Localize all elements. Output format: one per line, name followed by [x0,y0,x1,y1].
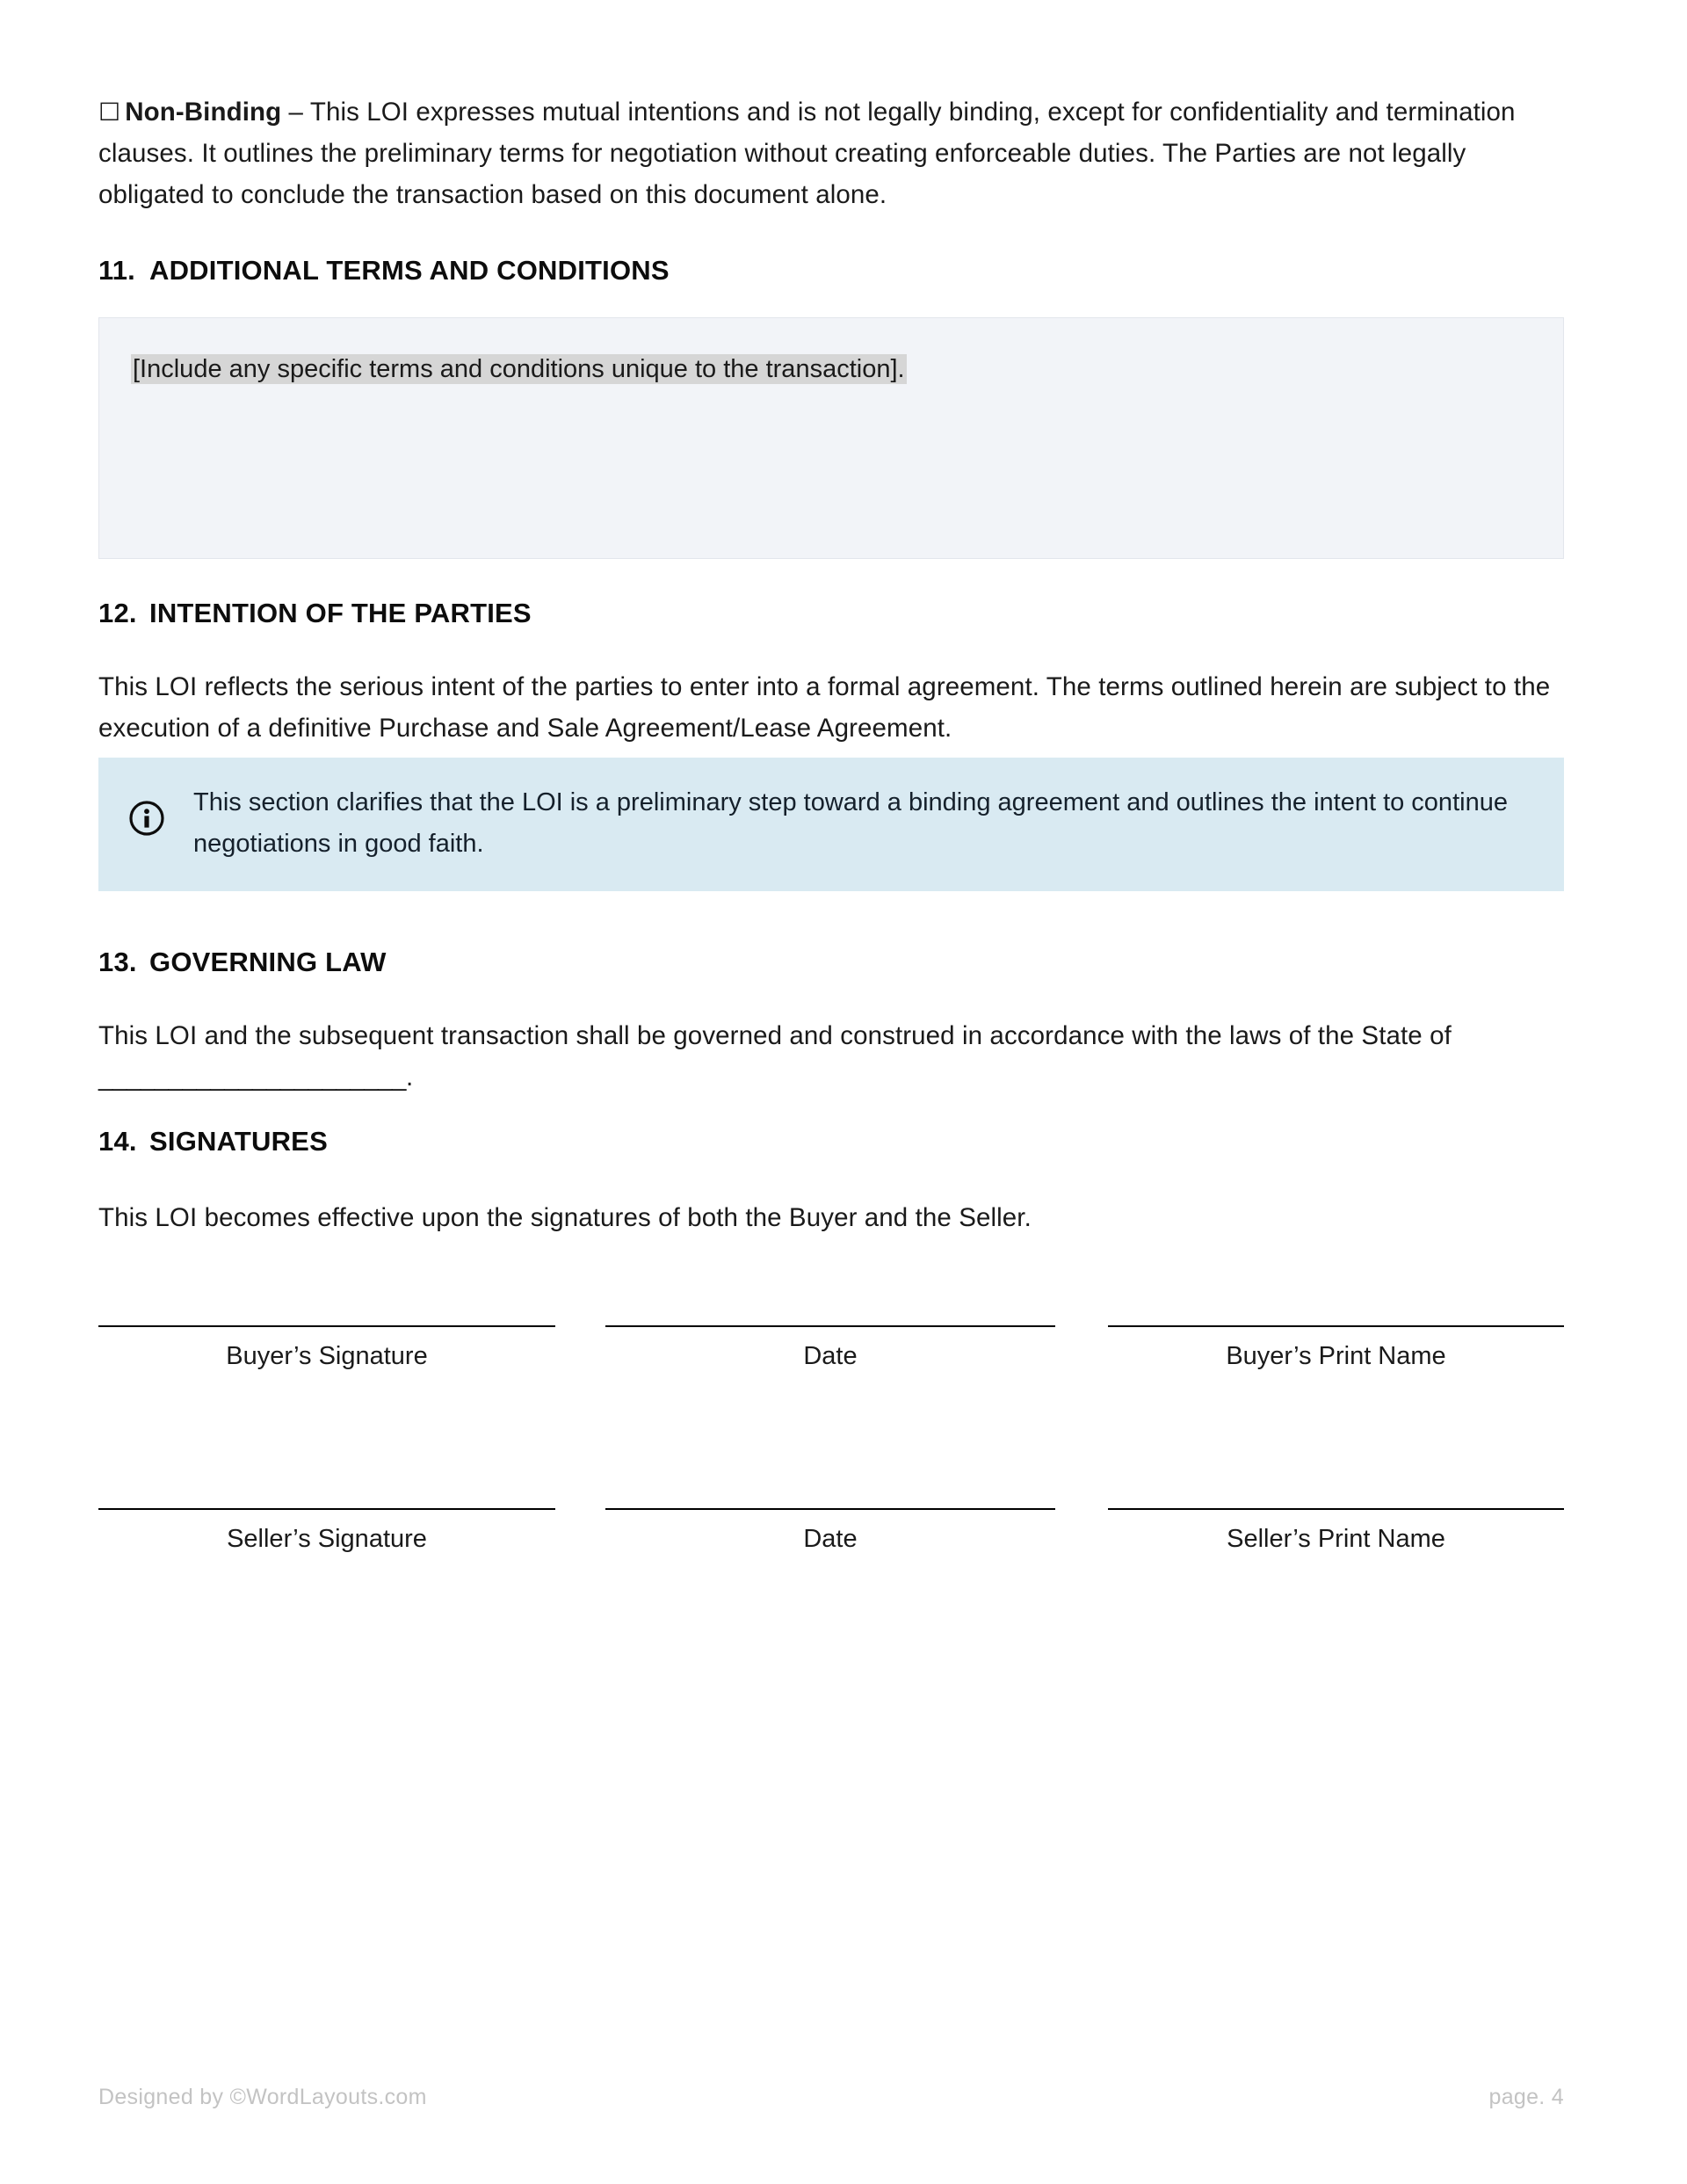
seller-signature-field[interactable] [98,1508,555,1556]
seller-date-label: Date [803,1525,858,1553]
signature-row-seller [98,1508,1564,1556]
section-14-number: 14. [98,1126,137,1157]
buyer-print-name-line[interactable] [1108,1325,1564,1327]
footer-page-number: page. 4 [1488,2085,1564,2109]
signature-row-spacer [555,1325,605,1374]
additional-terms-input-box[interactable] [98,317,1564,559]
section-12-title: INTENTION OF THE PARTIES [149,598,532,628]
section-13-title: GOVERNING LAW [149,947,387,977]
additional-terms-placeholder[interactable]: [Include any specific terms and conditions unique to the transaction]. [133,355,905,383]
seller-print-name-label: Seller’s Print Name [1227,1525,1445,1553]
buyer-print-name-label: Buyer’s Print Name [1226,1342,1446,1370]
buyer-date-line[interactable] [605,1325,1055,1327]
non-binding-dash: – [281,98,310,127]
seller-date-line[interactable] [605,1508,1055,1510]
seller-signature-line[interactable] [98,1508,555,1510]
heading-section-14 [98,1126,328,1157]
info-circle-icon [127,800,167,837]
checkbox-icon[interactable]: ☐ [98,98,121,126]
governing-law-text: This LOI and the subsequent transaction shall be governed and construed in accordance with the laws of the State of [98,1021,1452,1050]
seller-date-field[interactable] [605,1508,1055,1556]
signature-row-spacer [1055,1508,1108,1556]
section-13-number: 13. [98,947,137,977]
governing-law-state-blank[interactable]: ______________________ [98,1063,406,1092]
signature-row-spacer [555,1508,605,1556]
section-12-paragraph: This LOI reflects the serious intent of the parties to enter into a formal agreement. The terms outlined herein are subject to the execution of a definitive Purchase and Sale Agreement/Lease Agreement. [98,672,1551,743]
seller-print-name-field[interactable] [1108,1508,1564,1556]
section-13-paragraph [98,1015,1531,1098]
buyer-date-label: Date [803,1342,858,1370]
buyer-signature-line[interactable] [98,1325,555,1327]
signature-row-buyer [98,1325,1564,1374]
buyer-signature-field[interactable] [98,1325,555,1374]
page-footer [98,2085,1564,2110]
section-14-paragraph: This LOI becomes effective upon the signatures of both the Buyer and the Seller. [98,1203,1032,1232]
non-binding-term: Non-Binding [125,98,282,127]
footer-credit[interactable]: Designed by ©WordLayouts.com [98,2085,427,2109]
heading-section-12 [98,598,532,629]
seller-print-name-line[interactable] [1108,1508,1564,1510]
section-12-number: 12. [98,598,137,628]
section-11-number: 11. [98,255,135,286]
non-binding-paragraph [98,91,1564,215]
section-11-title: ADDITIONAL TERMS AND CONDITIONS [149,255,670,286]
signature-row-spacer [1055,1325,1108,1374]
buyer-date-field[interactable] [605,1325,1055,1374]
buyer-signature-label: Buyer’s Signature [226,1342,428,1370]
section-14-title: SIGNATURES [149,1126,328,1157]
info-callout [98,758,1564,891]
seller-signature-label: Seller’s Signature [227,1525,427,1553]
heading-section-11 [98,255,670,287]
non-binding-body: This LOI expresses mutual intentions and is not legally binding, except for confidentiality and termination clauses. It outlines the preliminary terms for negotiation without creating enforceable duties. The Parties are not legally obligated to conclude the transaction based on this document alone. [98,98,1516,209]
heading-section-13 [98,947,387,978]
buyer-print-name-field[interactable] [1108,1325,1564,1374]
info-callout-text: This section clarifies that the LOI is a preliminary step toward a binding agreement and outlines the intent to continue negotiations in good faith. [193,788,1508,858]
governing-law-period: . [405,1063,414,1092]
